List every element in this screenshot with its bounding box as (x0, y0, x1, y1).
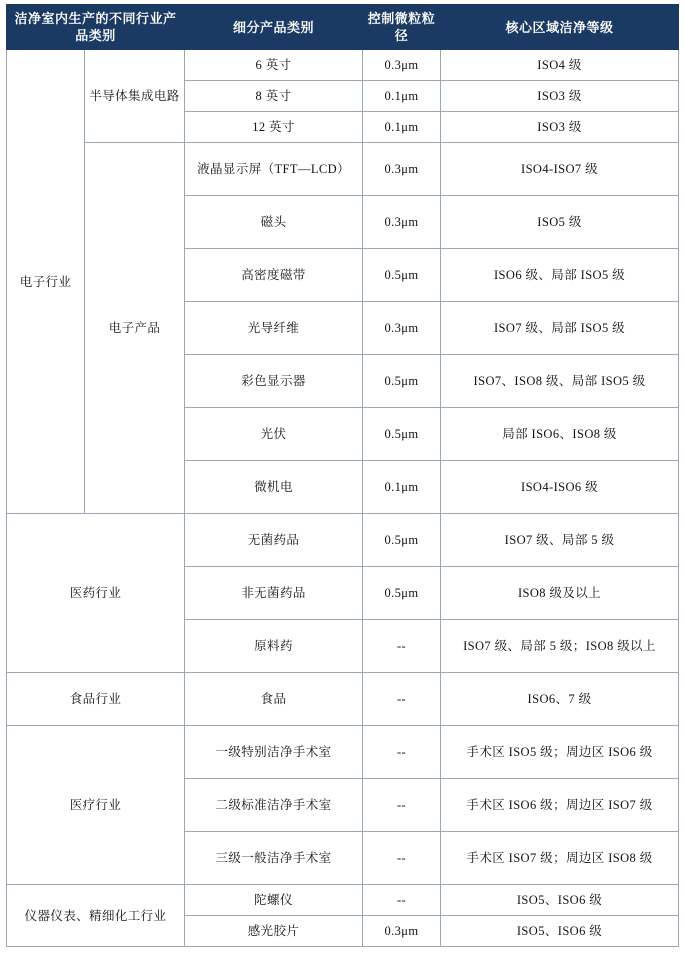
cell-product: 微机电 (185, 461, 363, 514)
cell-particle-size: 0.5μm (363, 567, 441, 620)
header-cleanliness-grade: 核心区域洁净等级 (441, 5, 679, 50)
cell-particle-size: 0.3μm (363, 916, 441, 947)
cell-grade: ISO7 级、局部 5 级 (441, 514, 679, 567)
cell-grade: ISO3 级 (441, 81, 679, 112)
cell-product: 12 英寸 (185, 112, 363, 143)
table-row (7, 726, 679, 779)
cell-grade: ISO7 级、局部 ISO5 级 (441, 302, 679, 355)
cell-product: 原料药 (185, 620, 363, 673)
table-row (7, 885, 679, 916)
cell-grade: ISO8 级及以上 (441, 567, 679, 620)
cell-grade: ISO7、ISO8 级、局部 ISO5 级 (441, 355, 679, 408)
cell-grade: 手术区 ISO7 级；周边区 ISO8 级 (441, 832, 679, 885)
cell-product: 三级一般洁净手术室 (185, 832, 363, 885)
cell-particle-size: 0.3μm (363, 143, 441, 196)
cell-particle-size: 0.5μm (363, 408, 441, 461)
cell-particle-size: -- (363, 620, 441, 673)
cell-product: 光伏 (185, 408, 363, 461)
cell-particle-size: -- (363, 673, 441, 726)
cell-particle-size: -- (363, 779, 441, 832)
cell-particle-size: 0.5μm (363, 514, 441, 567)
cell-particle-size: 0.5μm (363, 355, 441, 408)
cell-product: 光导纤维 (185, 302, 363, 355)
cell-industry: 电子行业 (7, 50, 85, 514)
cell-product: 彩色显示器 (185, 355, 363, 408)
cell-group: 半导体集成电路 (85, 50, 185, 143)
table-body (7, 50, 679, 947)
cell-product: 磁头 (185, 196, 363, 249)
table-row (7, 673, 679, 726)
cell-grade: ISO4 级 (441, 50, 679, 81)
cell-particle-size: 0.3μm (363, 50, 441, 81)
cell-grade: ISO4-ISO6 级 (441, 461, 679, 514)
table-row (7, 50, 679, 81)
cell-particle-size: -- (363, 726, 441, 779)
cell-product: 陀螺仪 (185, 885, 363, 916)
cell-grade: ISO6 级、局部 ISO5 级 (441, 249, 679, 302)
cell-industry: 仪器仪表、精细化工行业 (7, 885, 185, 947)
cell-industry: 医疗行业 (7, 726, 185, 885)
header-particle-size: 控制微粒粒径 (363, 5, 441, 50)
cell-particle-size: 0.1μm (363, 461, 441, 514)
cell-particle-size: -- (363, 885, 441, 916)
cell-product: 二级标准洁净手术室 (185, 779, 363, 832)
cell-particle-size: 0.5μm (363, 249, 441, 302)
table-row (7, 143, 679, 196)
cell-product: 食品 (185, 673, 363, 726)
cell-product: 液晶显示屏（TFT—LCD） (185, 143, 363, 196)
cell-grade: 手术区 ISO5 级；周边区 ISO6 级 (441, 726, 679, 779)
cell-grade: ISO5 级 (441, 196, 679, 249)
cell-product: 感光胶片 (185, 916, 363, 947)
cell-particle-size: 0.1μm (363, 81, 441, 112)
cleanroom-grade-table (6, 4, 679, 947)
cell-grade: 局部 ISO6、ISO8 级 (441, 408, 679, 461)
cell-industry: 医药行业 (7, 514, 185, 673)
table-header-row (7, 5, 679, 50)
header-product-subcategory: 细分产品类别 (185, 5, 363, 50)
cell-particle-size: 0.1μm (363, 112, 441, 143)
cell-product: 6 英寸 (185, 50, 363, 81)
cell-product: 高密度磁带 (185, 249, 363, 302)
cell-grade: ISO5、ISO6 级 (441, 885, 679, 916)
cell-particle-size: -- (363, 832, 441, 885)
cell-industry: 食品行业 (7, 673, 185, 726)
cell-group: 电子产品 (85, 143, 185, 514)
cell-grade: ISO6、7 级 (441, 673, 679, 726)
cell-grade: 手术区 ISO6 级；周边区 ISO7 级 (441, 779, 679, 832)
table-header (7, 5, 679, 50)
cell-product: 无菌药品 (185, 514, 363, 567)
cell-grade: ISO3 级 (441, 112, 679, 143)
cell-particle-size: 0.3μm (363, 196, 441, 249)
cell-grade: ISO4-ISO7 级 (441, 143, 679, 196)
table-row (7, 514, 679, 567)
cell-grade: ISO7 级、局部 5 级；ISO8 级以上 (441, 620, 679, 673)
header-industry-category: 洁净室内生产的不同行业产品类别 (7, 5, 185, 50)
cell-product: 一级特别洁净手术室 (185, 726, 363, 779)
cell-grade: ISO5、ISO6 级 (441, 916, 679, 947)
cell-product: 非无菌药品 (185, 567, 363, 620)
cell-particle-size: 0.3μm (363, 302, 441, 355)
cell-product: 8 英寸 (185, 81, 363, 112)
